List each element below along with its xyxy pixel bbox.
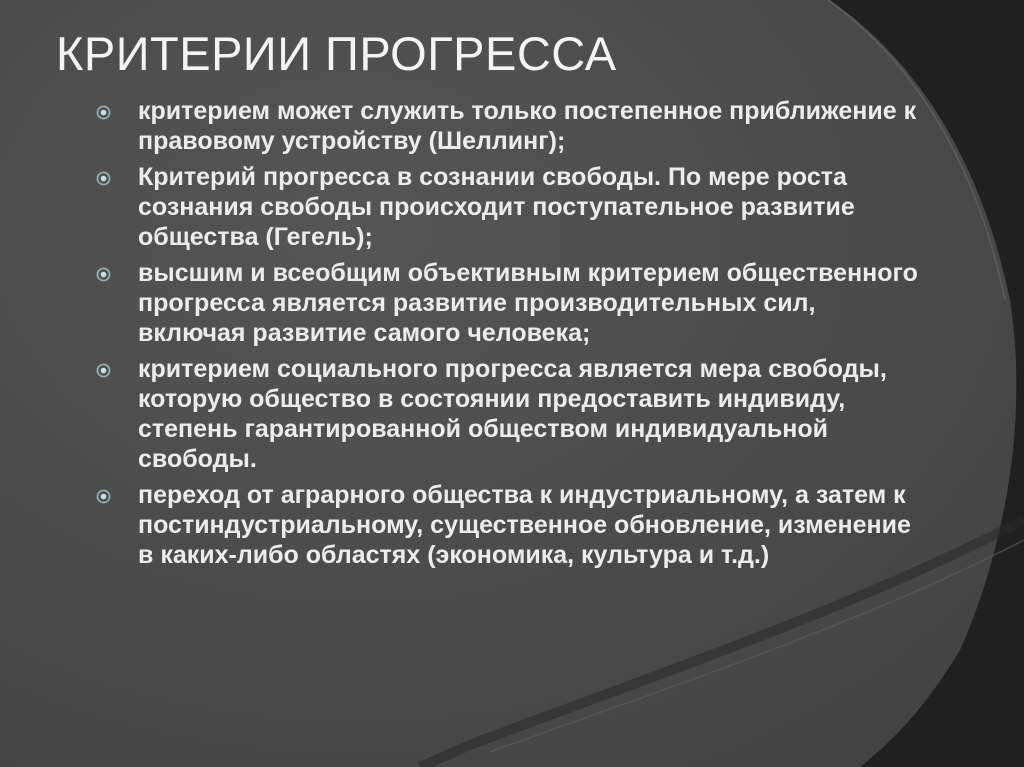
bullet-item [96, 258, 926, 348]
slide-title: КРИТЕРИИ ПРОГРЕССА [56, 27, 617, 80]
circle-target-icon [96, 105, 111, 120]
bullet-text: Критерий прогресса в сознании свободы. По мере роста сознания свободы происходит поступательное развитие общества (Гегель); [138, 163, 855, 251]
bullet-text: высшим и всеобщим объективным критерием общественного прогресса является развитие производительных сил, включая развитие самого человека; [138, 259, 918, 347]
bullet-item [96, 96, 926, 156]
circle-target-icon [96, 171, 111, 186]
circle-target-icon [96, 363, 111, 378]
bullet-item [96, 480, 926, 570]
circle-target-icon [96, 489, 111, 504]
bullet-text: критерием социального прогресса является мера свободы, которую общество в состоянии предоставить индивиду, степень гарантированной обществом индивидуальной свободы. [138, 355, 887, 473]
bullet-list [96, 96, 926, 576]
bullet-item [96, 162, 926, 252]
bullet-text: переход от аграрного общества к индустриальному, а затем к постиндустриальному, существенное обновление, изменение в каких-либо областях (экономика, культура и т.д.) [138, 481, 911, 569]
circle-target-icon [96, 267, 111, 282]
bullet-text: критерием может служить только постепенное приближение к правовому устройству (Шеллинг); [138, 97, 917, 155]
bullet-item [96, 354, 926, 474]
